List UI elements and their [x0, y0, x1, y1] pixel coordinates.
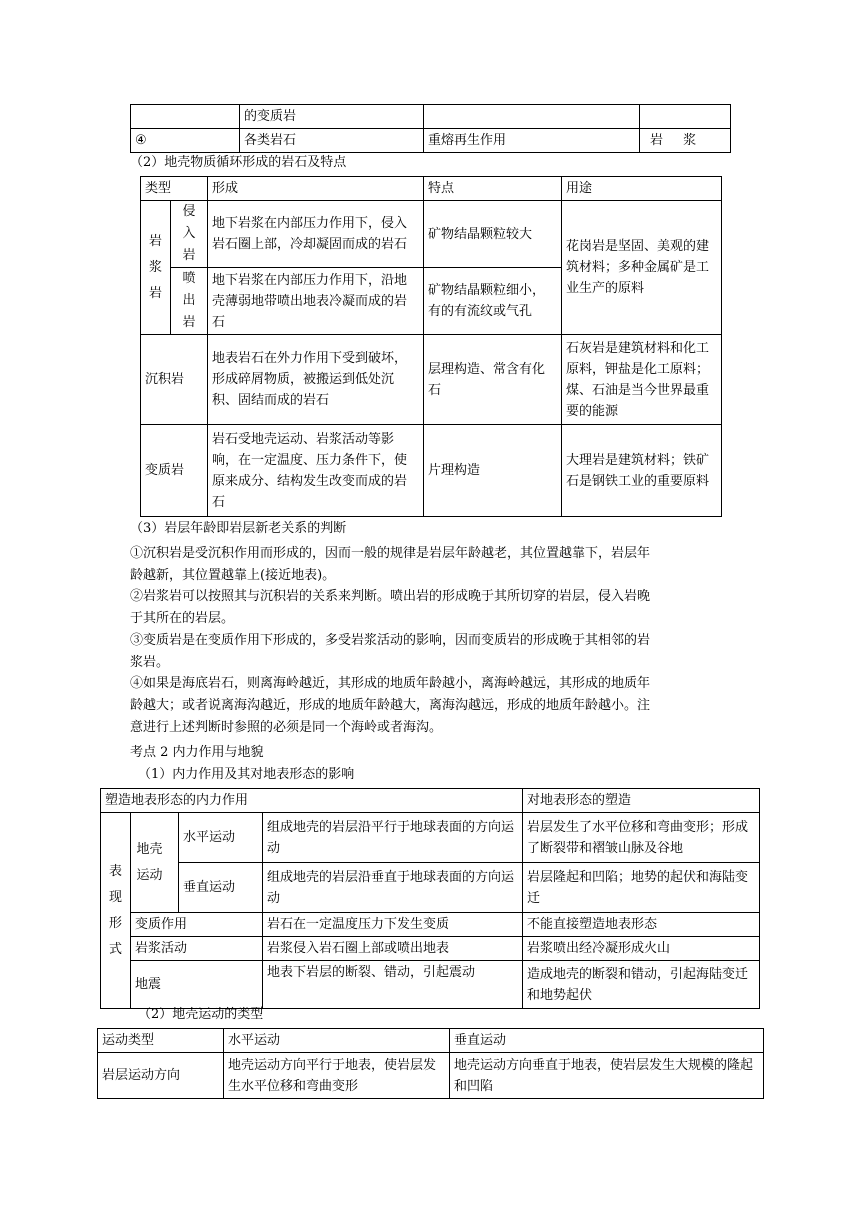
table-cell: 垂直运动 — [179, 863, 263, 913]
table-cell: 岩浆活动 — [131, 937, 263, 961]
table-row — [141, 335, 722, 425]
rock-table — [140, 176, 722, 517]
table-cell: 岩石受地壳运动、岩浆活动等影响，在一定温度、压力条件下，使原来成分、结构发生改变而成的岩石 — [208, 425, 424, 517]
table-row — [101, 789, 760, 813]
section-heading: （2）地壳物质循环形成的岩石及特点 — [130, 155, 347, 170]
crust-motion-table — [97, 1028, 764, 1099]
table-row — [101, 913, 760, 937]
table-cell: 地表下岩层的断裂、错动，引起震动 — [263, 961, 523, 1009]
table-row — [101, 863, 760, 913]
table-cell: 岩层运动方向 — [98, 1053, 224, 1099]
table-cell: 岩层发生了水平位移和弯曲变形；形成了断裂带和褶皱山脉及谷地 — [523, 813, 760, 863]
text-line: 龄越新，其位置越靠上(接近地表)。 — [130, 567, 336, 583]
table-cell: 地壳运动方向平行于地表，使岩层发生水平位移和弯曲变形 — [224, 1053, 450, 1099]
text-line: 意进行上述判断时参照的必须是同一个海岭或者海沟。 — [130, 719, 443, 735]
sedimentary-rock-label: 沉积岩 — [141, 335, 208, 425]
table-cell: 岩 浆 — [640, 129, 731, 153]
table-cell: 组成地壳的岩层沿平行于地球表面的方向运动 — [263, 813, 523, 863]
text-line: 浆岩。 — [130, 654, 170, 670]
paragraph-block — [130, 543, 730, 738]
table-row — [101, 961, 760, 1009]
table-cell — [131, 105, 240, 129]
table-cell: 地下岩浆在内部压力作用下，侵入岩石圈上部，冷却凝固而成的岩石 — [208, 201, 424, 268]
header-cell: 垂直运动 — [450, 1029, 764, 1053]
crust-movement-label: 地壳运动 — [131, 813, 179, 913]
table-row — [101, 813, 760, 863]
table-row — [131, 105, 731, 129]
table-cell — [424, 105, 640, 129]
kaodian-heading: 考点 2 内力作用与地貌 — [130, 745, 264, 760]
top-table — [130, 104, 731, 153]
table-cell: 大理岩是建筑材料；铁矿石是钢铁工业的重要原料 — [562, 425, 722, 517]
header-cell: 特点 — [424, 177, 562, 201]
table-cell: 岩石在一定温度压力下发生变质 — [263, 913, 523, 937]
text-line: 于其所在的岩层。 — [130, 611, 235, 627]
table-cell: 不能直接塑造地表形态 — [523, 913, 760, 937]
table-cell: ④ — [131, 129, 240, 153]
table-cell: 石灰岩是建筑材料和化工原料，钾盐是化工原料；煤、石油是当今世界最重要的能源 — [562, 335, 722, 425]
header-cell: 形成 — [208, 177, 424, 201]
header-cell: 塑造地表形态的内力作用 — [101, 789, 523, 813]
table-cell: 地壳运动方向垂直于地表，使岩层发生大规模的隆起和凹陷 — [450, 1053, 764, 1099]
extrusive-rock-label: 喷出岩 — [171, 268, 208, 335]
table-row — [98, 1053, 764, 1099]
sub-heading: （1）内力作用及其对地表形态的影响 — [138, 767, 355, 782]
table-cell: 水平运动 — [179, 813, 263, 863]
table-cell: 花岗岩是坚固、美观的建筑材料；多种金属矿是工业生产的原料 — [562, 201, 722, 335]
table-row — [141, 425, 722, 517]
table-cell: 的变质岩 — [240, 105, 424, 129]
header-cell: 运动类型 — [98, 1029, 224, 1053]
table-cell: 岩浆侵入岩石圈上部或喷出地表 — [263, 937, 523, 961]
table-cell: 矿物结晶颗粒细小，有的有流纹或气孔 — [424, 268, 562, 335]
table-cell: 变质作用 — [131, 913, 263, 937]
table-row — [98, 1029, 764, 1053]
table-cell: 片理构造 — [424, 425, 562, 517]
table-cell — [640, 105, 731, 129]
table-cell: 地震 — [131, 961, 263, 1009]
section-heading: （3）岩层年龄即岩层新老关系的判断 — [130, 521, 347, 536]
table-cell: 岩层隆起和凹陷；地势的起伏和海陆变迁 — [523, 863, 760, 913]
text-line: ①沉积岩是受沉积作用而形成的，因而一般的规律是岩层年龄越老，其位置越靠下，岩层年 — [130, 546, 651, 561]
table-row — [131, 129, 731, 153]
table-row — [101, 937, 760, 961]
sub-heading: （2）地壳运动的类型 — [138, 1007, 264, 1022]
table-cell: 地下岩浆在内部压力作用下，沿地壳薄弱地带喷出地表冷凝而成的岩石 — [208, 268, 424, 335]
text-line: 龄越大；或者说离海沟越近，形成的地质年龄越大，离海沟越远，形成的地质年龄越小。注 — [130, 697, 651, 713]
table-cell: 造成地壳的断裂和错动，引起海陆变迁和地势起伏 — [523, 961, 760, 1009]
metamorphic-rock-label: 变质岩 — [141, 425, 208, 517]
table-cell: 组成地壳的岩层沿垂直于地球表面的方向运动 — [263, 863, 523, 913]
text-line: ④如果是海底岩石，则离海岭越近，其形成的地质年龄越小，离海岭越远，其形成的地质年 — [130, 676, 651, 692]
internal-force-table — [100, 788, 760, 1009]
header-cell: 用途 — [562, 177, 722, 201]
table-row — [141, 177, 722, 201]
header-cell: 类型 — [141, 177, 208, 201]
table-cell: 各类岩石 — [240, 129, 424, 153]
biaoxian-label: 表现形式 — [101, 813, 131, 1009]
magma-rock-label: 岩浆岩 — [141, 201, 171, 335]
table-cell: 矿物结晶颗粒较大 — [424, 201, 562, 268]
text-line: ③变质岩是在变质作用下形成的，多受岩浆活动的影响，因而变质岩的形成晚于其相邻的岩 — [130, 632, 651, 648]
table-cell: 岩浆喷出经冷凝形成火山 — [523, 937, 760, 961]
table-row — [141, 201, 722, 268]
text-line: ②岩浆岩可以按照其与沉积岩的关系来判断。喷出岩的形成晚于其所切穿的岩层，侵入岩晚 — [130, 589, 651, 605]
table-cell: 层理构造、常含有化石 — [424, 335, 562, 425]
table-cell: 重熔再生作用 — [424, 129, 640, 153]
header-cell: 对地表形态的塑造 — [523, 789, 760, 813]
intrusive-rock-label: 侵入岩 — [171, 201, 208, 268]
header-cell: 水平运动 — [224, 1029, 450, 1053]
table-cell: 地表岩石在外力作用下受到破坏，形成碎屑物质，被搬运到低处沉积、固结而成的岩石 — [208, 335, 424, 425]
